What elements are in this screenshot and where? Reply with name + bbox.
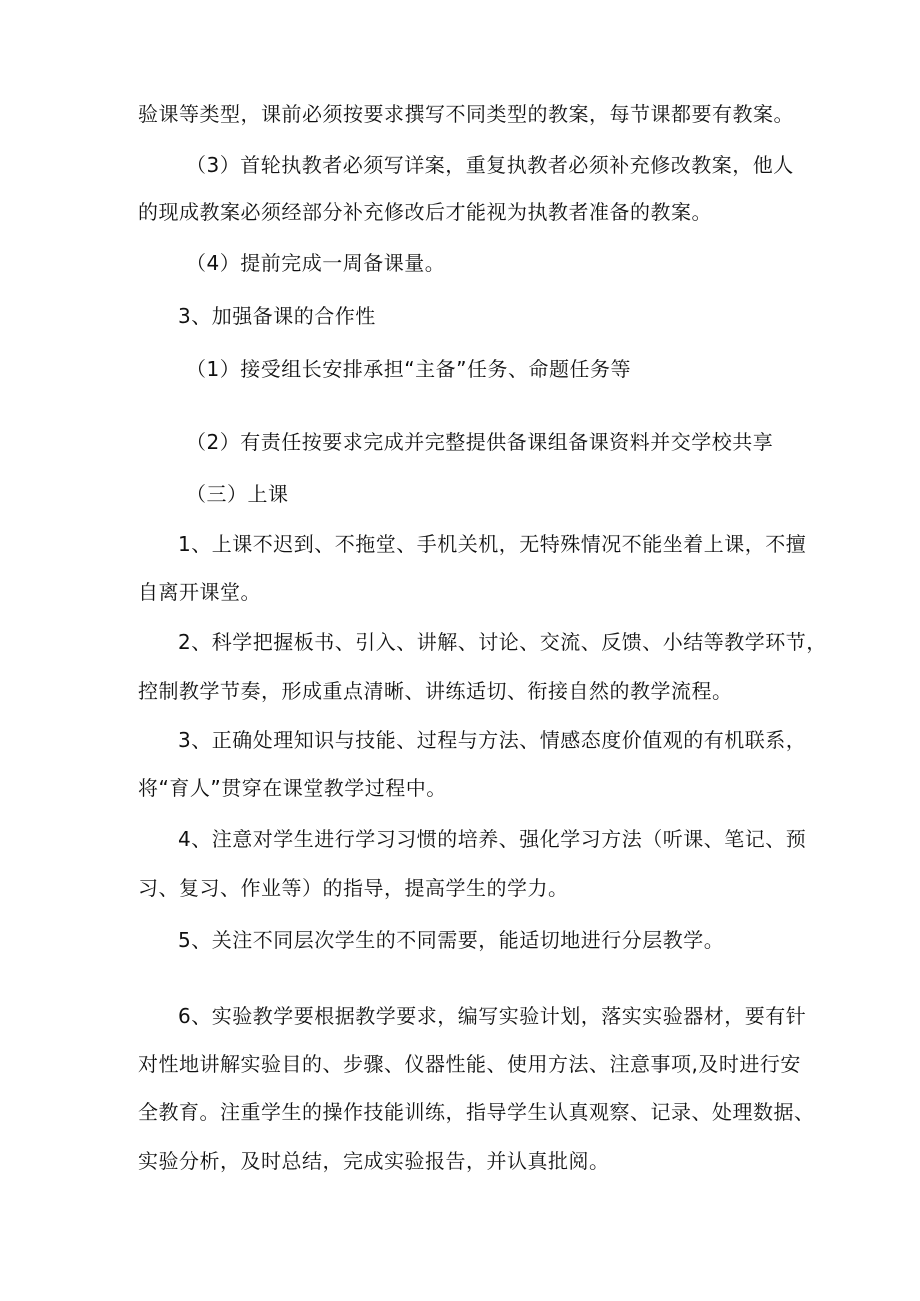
text-line: 习、复习、作业等）的指导，提高学生的学力。 [138,876,569,900]
text-line: 控制教学节奏，形成重点清晰、讲练适切、衔接自然的教学流程。 [138,679,733,703]
text-line: 1、上课不迟到、不拖堂、手机关机，无特殊情况不能坐着上课，不擅 [178,532,807,556]
text-line: 4、注意对学生进行学习习惯的培养、强化学习方法（听课、笔记、预 [178,827,807,851]
text-line: 2、科学把握板书、引入、讲解、讨论、交流、反馈、小结等教学环节， [178,630,827,654]
text-line: 全教育。注重学生的操作技能训练，指导学生认真观察、记录、处理数据、 [138,1100,815,1124]
text-line: （2）有责任按要求完成并完整提供备课组备课资料并交学校共享 [186,430,774,454]
text-line: 的现成教案必须经部分补充修改后才能视为执教者准备的教案。 [138,200,712,224]
section-heading: 3、加强备课的合作性 [178,304,376,328]
text-line: 5、关注不同层次学生的不同需要，能适切地进行分层教学。 [178,928,725,952]
text-line: 3、正确处理知识与技能、过程与方法、情感态度价值观的有机联系， [178,728,807,752]
text-line: 6、实验教学要根据教学要求，编写实验计划，落实实验器材，要有针 [178,1004,807,1028]
text-line: 自离开课堂。 [138,580,261,604]
section-heading: （三）上课 [186,482,289,506]
text-line: 实验分析，及时总结，完成实验报告，并认真批阅。 [138,1149,610,1173]
text-line: （4）提前完成一周备课量。 [186,251,446,275]
text-line: （3）首轮执教者必须写详案，重复执教者必须补充修改教案，他人 [186,153,794,177]
text-line: 将“育人”贯穿在课堂教学过程中。 [138,776,447,800]
text-line: 验课等类型，课前必须按要求撰写不同类型的教案，每节课都要有教案。 [138,102,794,126]
text-line: （1）接受组长安排承担“主备”任务、命题任务等 [186,357,631,381]
text-line: 对性地讲解实验目的、步骤、仪器性能、使用方法、注意事项,及时进行安 [138,1052,801,1076]
